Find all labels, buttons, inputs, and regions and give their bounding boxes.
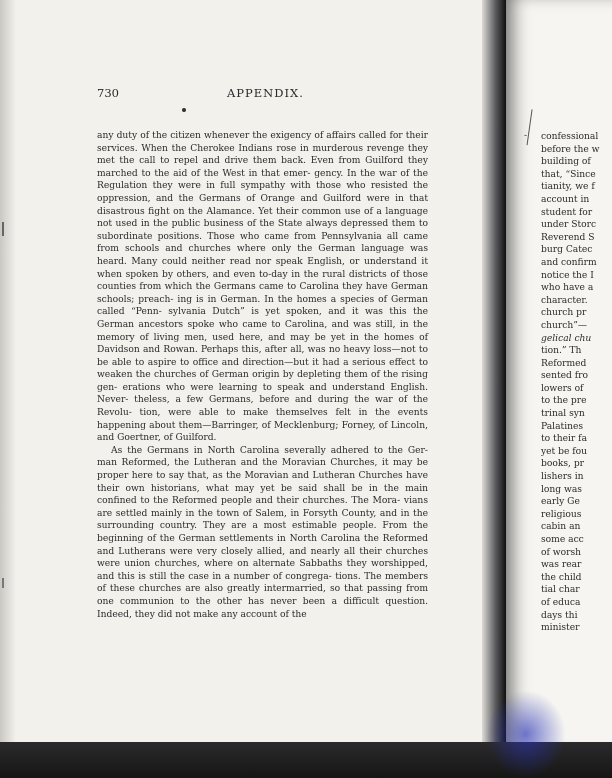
dash-mark: - xyxy=(524,131,528,141)
right-page-line: burg Catec xyxy=(541,245,593,256)
text-line: theless, a few Germans, before and during the war of the Revolu- xyxy=(97,395,428,419)
right-page-line: tial char xyxy=(541,585,580,596)
margin-mark xyxy=(2,578,4,588)
scan-smudge xyxy=(486,690,566,778)
text-line: proper here to say that, as the Moravian and Lutheran Churches xyxy=(97,471,407,482)
right-page-line: lishers in xyxy=(541,472,584,483)
right-page-line: church pr xyxy=(541,308,587,319)
text-line: Goertner, of Guilford. xyxy=(117,433,217,444)
text-line: man Reformed, the Lutheran and the Moravian Churches, it may be xyxy=(97,458,428,469)
right-page-line: minister xyxy=(541,623,580,634)
right-page-line: tion.” Th xyxy=(541,346,582,357)
text-line: who came from Pennsylvania all came from schools and churches xyxy=(97,231,428,255)
text-line: tions. The members of these churches are also greatly intermarried, xyxy=(97,571,428,595)
right-page-line: and confirm xyxy=(541,257,597,268)
page-number: 730 xyxy=(97,86,119,100)
text-line: From the beginning of the German settlements in North Carolina xyxy=(97,521,428,544)
text-line: the State always depressed them to subordinate positions. Those xyxy=(97,219,428,242)
right-page-line: gelical chu xyxy=(541,333,592,344)
text-line: their services. When the Cherokee Indians rose in murderous xyxy=(97,131,428,154)
right-page-line: building of xyxy=(541,157,591,168)
ink-dot xyxy=(182,108,186,112)
text-line: their churches were union churches, where on alternate Sabbaths xyxy=(97,546,429,570)
text-line: from Guilford they marched to the aid of the West in that emer- xyxy=(97,156,428,179)
text-line: sylvania Dutch” is yet spoken, and it was this the German ancestors xyxy=(97,307,428,330)
right-page-line: of worsh xyxy=(541,547,581,558)
right-page-line: lowers of xyxy=(541,383,584,394)
text-line: As the Germans in North Carolina severally adhered to the Ger- xyxy=(111,445,428,456)
text-line: any duty of the citizen whenever the exigency of affairs called for xyxy=(97,131,406,141)
right-page-line: student for xyxy=(541,207,593,218)
margin-mark xyxy=(2,222,4,236)
right-page-line: of educa xyxy=(541,597,581,608)
right-page-line: days thi xyxy=(541,610,578,621)
right-page-line: account in xyxy=(541,194,590,205)
text-line: Rowan. Perhaps this, after all, was no heavy loss—not to be able xyxy=(97,345,429,368)
text-line: the churches of German origin by depleting them of the rising gen- xyxy=(97,370,429,393)
right-page-line: character. xyxy=(541,295,588,306)
text-line: about them—Barringer, of Mecklenburg; Forney, of Lincoln, and xyxy=(97,420,428,444)
text-line: to aspire to office and direction—but it had a serious effect to weaken xyxy=(97,357,428,381)
right-page-line: who have a xyxy=(541,283,594,294)
text-line: erations who were learning to speak and understand English. Never- xyxy=(97,382,429,406)
text-line: spoke who came to Carolina, and was still, in the memory of living xyxy=(97,319,428,343)
paragraph-2 xyxy=(97,445,428,621)
text-line: confined to the Reformed people and their churches. The Mora- xyxy=(97,496,404,507)
right-page-line: tianity, we f xyxy=(541,182,595,193)
right-page-line: to their fa xyxy=(541,434,588,445)
right-page-line: sented fro xyxy=(541,371,589,382)
text-line: men, used here, and may be yet in the homes of Davidson and xyxy=(97,332,428,356)
right-page-line: the child xyxy=(541,572,582,583)
text-line: have their own historians, what may yet be said shall be in the main xyxy=(97,471,428,494)
text-line: read nor speak English, or understand it when spoken by others, xyxy=(97,256,428,280)
right-page-line: to the pre xyxy=(541,396,587,407)
right-page-line: early Ge xyxy=(541,497,580,508)
left-page-body xyxy=(97,130,428,621)
right-page-line: yet be fou xyxy=(541,446,588,457)
right-page-line: Reverend S xyxy=(541,232,595,243)
text-line: and Guilford were in that disastrous fight on the Alamance. Yet xyxy=(97,193,428,217)
text-line: they worshipped, and this is still the case in a number of congrega- xyxy=(97,559,429,582)
right-page-line: books, pr xyxy=(541,459,585,470)
right-page-line: church”— xyxy=(541,320,588,331)
right-page-line: that, “Since xyxy=(541,169,596,180)
text-line: so that passing from one communion to the other has never been a xyxy=(97,584,429,607)
right-page-line: notice the I xyxy=(541,270,594,281)
text-line: where only the German language was heard. Many could neither xyxy=(97,244,428,267)
right-page-line: long was xyxy=(541,484,582,495)
right-page-line: was rear xyxy=(541,560,582,571)
right-page-line: cabin an xyxy=(541,522,581,533)
text-line: and even to-day in the rural districts of those counties from which xyxy=(97,269,428,293)
right-page-line: Reformed xyxy=(541,358,587,369)
right-page-line: religious xyxy=(541,509,582,520)
text-line: with those who resisted the oppression, and the Germans of Orange xyxy=(97,181,428,204)
text-line: ing is in German. In the homes a species of German called “Penn- xyxy=(97,294,428,318)
right-page-line: trinal syn xyxy=(541,409,585,420)
right-page-line: some acc xyxy=(541,535,584,545)
text-line: difficult question. Indeed, they did not make any account of the xyxy=(97,596,429,620)
text-line: and in the surrounding country. They are a most estimable people. xyxy=(97,508,428,532)
text-line: revenge they met the call to repel and drive them back. Even xyxy=(97,143,428,167)
page-header xyxy=(97,86,417,102)
right-page-line: under Storc xyxy=(541,220,597,231)
paragraph-1 xyxy=(97,130,428,445)
running-head: APPENDIX. xyxy=(227,86,304,100)
text-line: the Germans came to Carolina they have German schools; preach- xyxy=(97,282,428,305)
right-page-text xyxy=(541,131,599,635)
right-page-line: before the w xyxy=(541,144,600,155)
text-line: vians are settled mainly in the town of Salem, in Forsyth County, xyxy=(97,496,428,519)
right-page-line: confessional xyxy=(541,132,599,142)
text-line: the Reformed and Lutherans were very closely allied, and nearly all xyxy=(97,534,429,557)
text-line: gency. In the war of the Regulation they were in full sympathy xyxy=(97,168,428,192)
right-page-line: Palatines xyxy=(541,421,584,432)
text-line: their common use of a language not used in the public business of xyxy=(97,206,428,230)
text-line: tion, were able to make themselves felt in the events happening xyxy=(97,408,428,431)
